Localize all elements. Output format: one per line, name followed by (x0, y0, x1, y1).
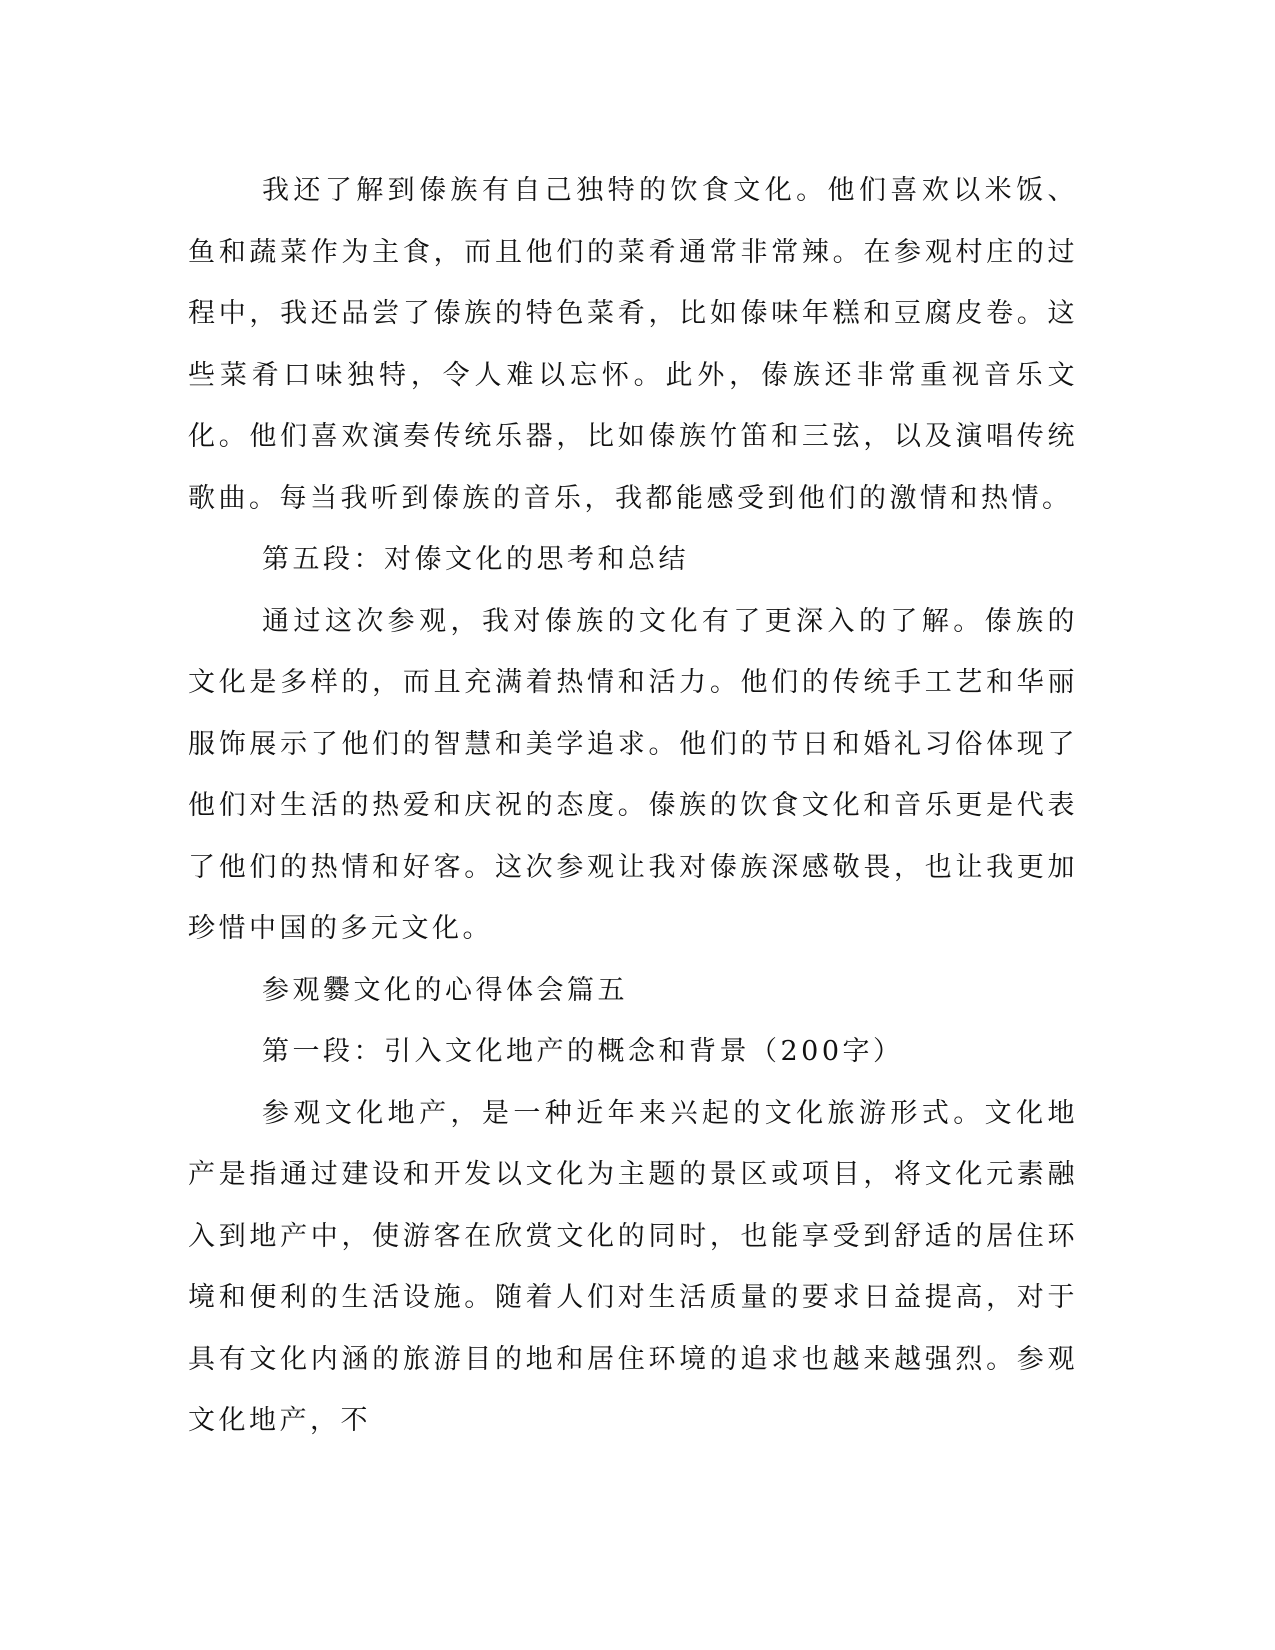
paragraph-cultural-real-estate: 参观文化地产，是一种近年来兴起的文化旅游形式。文化地产是指通过建设和开发以文化为主题的景区或项目，将文化元素融入到地产中，使游客在欣赏文化的同时，也能享受到舒适的居住环境和便利的生活设施。随着人们对生活质量的要求日益提高，对于具有文化内涵的旅游目的地和居住环境的追求也越来越强烈。参观文化地产，不 (188, 1097, 1078, 1436)
section-heading-part5: 第五段：对傣文化的思考和总结 (262, 544, 689, 575)
paragraph-dai-food-music: 我还了解到傣族有自己独特的饮食文化。他们喜欢以米饭、鱼和蔬菜作为主食，而且他们的菜肴通常非常辣。在参观村庄的过程中，我还品尝了傣族的特色菜肴，比如傣味年糕和豆腐皮卷。这些菜肴口味独特，令人难以忘怀。此外，傣族还非常重视音乐文化。他们喜欢演奏传统乐器，比如傣族竹笛和三弦，以及演唱传统歌曲。每当我听到傣族的音乐，我都能感受到他们的激情和热情。 (188, 175, 1078, 514)
document-body (188, 160, 1078, 1452)
article-title: 参观爨文化的心得体会篇五 (262, 974, 628, 1006)
paragraph-dai-summary: 通过这次参观，我对傣族的文化有了更深入的了解。傣族的文化是多样的，而且充满着热情和活力。他们的传统手工艺和华丽服饰展示了他们的智慧和美学追求。他们的节日和婚礼习俗体现了他们对生活的热爱和庆祝的态度。傣族的饮食文化和音乐更是代表了他们的热情和好客。这次参观让我对傣族深感敬畏，也让我更加珍惜中国的多元文化。 (188, 605, 1078, 944)
section-heading-part1: 第一段：引入文化地产的概念和背景（200字） (262, 1036, 904, 1067)
